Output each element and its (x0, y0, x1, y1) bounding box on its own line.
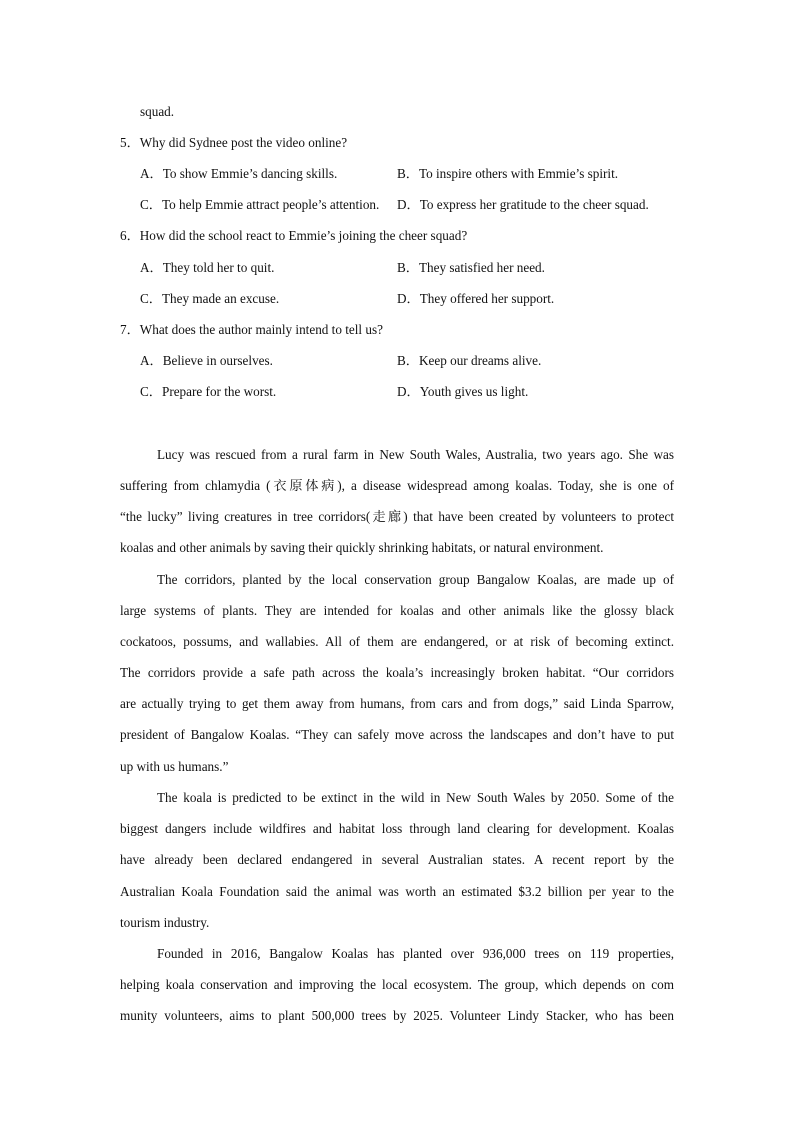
passage-line: up with us humans.” (120, 759, 229, 774)
passage-line: are actually trying to get them away from humans, from cars and from dogs,” said Linda Sparrow, (120, 696, 674, 711)
question-5-option-b: B．To inspire others with Emmie’s spirit. (397, 166, 619, 181)
passage-line: koalas and other animals by saving their quickly shrinking habitats, or natural environment. (120, 540, 604, 555)
passage-line: president of Bangalow Koalas. “They can safely move across the landscapes and don’t have to put (120, 727, 674, 742)
question-6-option-c: C．They made an excuse. (140, 291, 280, 306)
question-6-option-b: B．They satisfied her need. (397, 260, 545, 275)
question-7-stem: 7．What does the author mainly intend to tell us? (120, 322, 383, 337)
passage-line: cockatoos, possums, and wallabies. All of them are endangered, or at risk of becoming extinct. (120, 634, 674, 649)
passage-line: Founded in 2016, Bangalow Koalas has planted over 936,000 trees on 119 properties, (157, 946, 674, 961)
passage-line: biggest dangers include wildfires and habitat loss through land clearing for development. Koalas (120, 821, 674, 836)
question-5-option-c: C．To help Emmie attract people’s attention. (140, 197, 380, 212)
passage-line: Australian Koala Foundation said the animal was worth an estimated $3.2 billion per year to the (120, 884, 674, 899)
question-6-option-d: D．They offered her support. (397, 291, 555, 306)
question-7-option-b: B．Keep our dreams alive. (397, 353, 542, 368)
passage-line: have already been declared endangered in several Australian states. A recent report by the (120, 852, 674, 867)
passage-line: The koala is predicted to be extinct in the wild in New South Wales by 2050. Some of the (157, 790, 674, 805)
question-7-option-d: D．Youth gives us light. (397, 384, 529, 399)
passage-line: tourism industry. (120, 915, 210, 930)
passage-line: suffering from chlamydia (衣原体病), a disease widespread among koalas. Today, she is one of (120, 478, 674, 493)
passage-line: large systems of plants. They are intended for koalas and other animals like the glossy black (120, 603, 674, 618)
question-5-option-d: D．To express her gratitude to the cheer squad. (397, 197, 649, 212)
passage-line: helping koala conservation and improving the local ecosystem. The group, which depends on com (120, 977, 674, 992)
passage-line: “the lucky” living creatures in tree corridors(走廊) that have been created by volunteers to protect (120, 509, 674, 524)
continuation-text: squad. (140, 104, 175, 119)
passage-line: munity volunteers, aims to plant 500,000 trees by 2025. Volunteer Lindy Stacker, who has been (120, 1008, 674, 1023)
question-7-option-c: C．Prepare for the worst. (140, 384, 277, 399)
question-5-stem: 5．Why did Sydnee post the video online? (120, 135, 348, 150)
question-6-stem: 6．How did the school react to Emmie’s joining the cheer squad? (120, 228, 468, 243)
question-6-option-a: A．They told her to quit. (140, 260, 275, 275)
passage-line: The corridors provide a safe path across the koala’s increasingly broken habitat. “Our corridors (120, 665, 674, 680)
question-5-option-a: A．To show Emmie’s dancing skills. (140, 166, 338, 181)
passage-line: Lucy was rescued from a rural farm in New South Wales, Australia, two years ago. She was (157, 447, 674, 462)
passage-line: The corridors, planted by the local conservation group Bangalow Koalas, are made up of (157, 572, 674, 587)
question-7-option-a: A．Believe in ourselves. (140, 353, 273, 368)
